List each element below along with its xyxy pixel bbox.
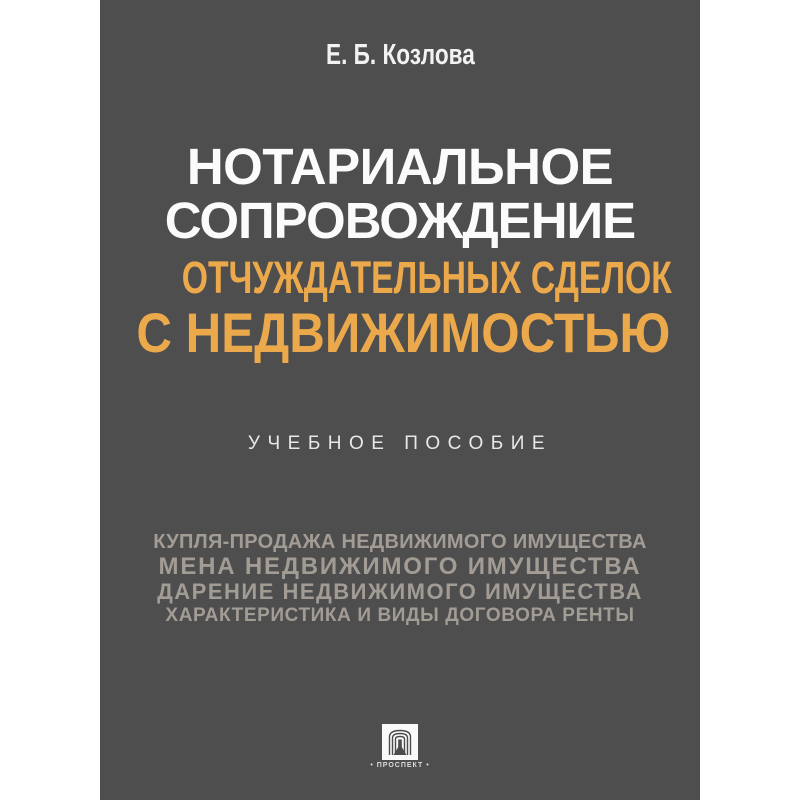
prospekt-logo-icon <box>382 724 418 760</box>
topics-list <box>100 531 700 627</box>
book-subtitle-line-2 <box>100 301 700 364</box>
topic-item: ХАРАКТЕРИСТИКА И ВИДЫ ДОГОВОРА РЕНТЫ <box>165 605 635 626</box>
book-subtitle-line-2-text: С НЕДВИЖИМОСТЬЮ <box>136 301 671 364</box>
publisher-block <box>100 724 700 769</box>
topic-item: ДАРЕНИЕ НЕДВИЖИМОГО ИМУЩЕСТВА <box>157 579 643 604</box>
book-title-line-2-text: СОПРОВОЖДЕНИЕ <box>164 192 636 249</box>
edition-type-label: УЧЕБНОЕ ПОСОБИЕ <box>247 433 553 454</box>
book-subtitle-line-1-text: ОТЧУЖДАТЕЛЬНЫХ СДЕЛОК <box>181 252 672 303</box>
book-title-line-2 <box>100 194 700 248</box>
author-name <box>100 38 700 72</box>
topic-item: КУПЛЯ-ПРОДАЖА НЕДВИЖИМОГО ИМУЩЕСТВА <box>153 531 647 553</box>
topic-item: МЕНА НЕДВИЖИМОГО ИМУЩЕСТВА <box>158 553 642 580</box>
publisher-name-label: • ПРОСПЕКТ • <box>370 762 430 769</box>
book-title-line-1-text: НОТАРИАЛЬНОЕ <box>186 138 614 195</box>
book-subtitle-line-1 <box>100 254 700 302</box>
author-name-text: Е. Б. Козлова <box>325 39 475 71</box>
book-title-line-1 <box>100 140 700 194</box>
book-cover <box>100 0 700 800</box>
